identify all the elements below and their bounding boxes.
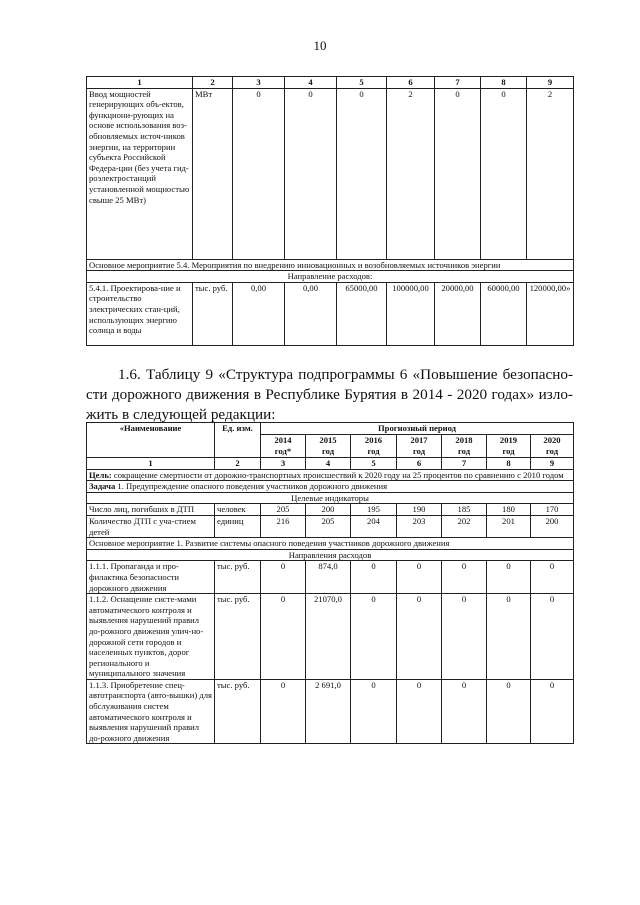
year-header: 2017 год <box>397 435 442 458</box>
table-row <box>87 282 574 345</box>
col-number: 6 <box>397 458 442 470</box>
col-number: 8 <box>481 77 527 89</box>
row-value: 20000,00 <box>435 282 481 345</box>
row-value: 2 <box>527 88 574 259</box>
row-value: 120000,00» <box>527 282 574 345</box>
year-header: 2016 год <box>351 435 397 458</box>
goal-row: Цель: сокращение смертности от дорожно-транспортных происшествий к 2020 году на 25 процентов по сравнению с 2010 годом <box>87 469 574 481</box>
table-row <box>87 549 574 561</box>
col-number: 3 <box>261 458 306 470</box>
col-number: 5 <box>337 77 387 89</box>
paragraph: 1.6. Таблицу 9 «Структура подпрограммы 6 «Повышение безопасно-сти дорожного движения в Республике Бурятия в 2014 - 2020 годах» изло-жить в следующей редакции: <box>86 366 573 424</box>
row-value: 200 <box>306 504 351 516</box>
row-value: 0 <box>233 88 285 259</box>
col-number: 7 <box>442 458 487 470</box>
row-value: 65000,00 <box>337 282 387 345</box>
col-number: 3 <box>233 77 285 89</box>
row-value: 202 <box>442 515 487 537</box>
row-value: 0 <box>442 679 487 744</box>
row-value: 874,0 <box>306 561 351 594</box>
row-unit: тыс. руб. <box>215 679 261 744</box>
row-value: 0 <box>337 88 387 259</box>
event-title: Основное мероприятие 5.4. Мероприятия по внедрению инновационных и возобновляемых источников энергии <box>87 259 574 271</box>
row-value: 216 <box>261 515 306 537</box>
col-unit-header: Ед. изм. <box>215 423 261 458</box>
row-name: 1.1.1. Пропаганда и про-филактика безопасности дорожного движения <box>87 561 215 594</box>
col-number: 1 <box>87 458 215 470</box>
row-value: 205 <box>306 515 351 537</box>
row-unit: МВт <box>193 88 233 259</box>
row-value: 0 <box>397 679 442 744</box>
table-row <box>87 504 574 516</box>
row-value: 0 <box>261 679 306 744</box>
col-number: 9 <box>531 458 574 470</box>
row-value: 0 <box>261 561 306 594</box>
table-row <box>87 561 574 594</box>
row-value: 2 691,0 <box>306 679 351 744</box>
table-row <box>87 88 574 259</box>
row-unit: единиц <box>215 515 261 537</box>
col-number: 9 <box>527 77 574 89</box>
row-value: 2 <box>387 88 435 259</box>
year-header: 2018 год <box>442 435 487 458</box>
table-row <box>87 492 574 504</box>
row-name: 1.1.3. Приобретение спец-автотранспорта (авто-вышки) для обслуживания систем автоматического контроля и выявления нарушений правил до-рожного движения <box>87 679 215 744</box>
year-header: 2019 год <box>487 435 531 458</box>
row-value: 0 <box>531 561 574 594</box>
row-value: 0 <box>487 679 531 744</box>
table-row <box>87 594 574 680</box>
table-row <box>87 679 574 744</box>
row-value: 0 <box>397 561 442 594</box>
row-value: 60000,00 <box>481 282 527 345</box>
table-row <box>87 469 574 481</box>
col-name-header: «Наименование <box>87 423 215 458</box>
row-value: 201 <box>487 515 531 537</box>
table-row <box>87 259 574 271</box>
col-number: 4 <box>306 458 351 470</box>
row-unit: тыс. руб. <box>193 282 233 345</box>
col-number: 8 <box>487 458 531 470</box>
row-value: 180 <box>487 504 531 516</box>
row-value: 200 <box>531 515 574 537</box>
year-header: 2020 год <box>531 435 574 458</box>
row-value: 205 <box>261 504 306 516</box>
col-number: 2 <box>193 77 233 89</box>
col-number: 5 <box>351 458 397 470</box>
task-row: Задача 1. Предупреждение опасного поведения участников дорожного движения <box>87 481 574 493</box>
indicators-label: Целевые индикаторы <box>87 492 574 504</box>
row-unit: человек <box>215 504 261 516</box>
col-number: 1 <box>87 77 193 89</box>
row-value: 170 <box>531 504 574 516</box>
row-value: 0 <box>351 561 397 594</box>
table-row <box>87 271 574 283</box>
row-name: 5.4.1. Проектирова-ние и строительство электрических стан-ций, использующих энергию солнца и воды <box>87 282 193 345</box>
row-value: 0 <box>351 594 397 680</box>
row-name: 1.1.2. Оснащение систе-мами автоматического контроля и выявления нарушений правил до-рожного движения улич-но-дорожной сети городов и населенных пунктов, дорог регионального и муниципального значения <box>87 594 215 680</box>
event-title: Основное мероприятие 1. Развитие системы опасного поведения участников дорожного движения <box>87 538 574 550</box>
row-value: 21070,0 <box>306 594 351 680</box>
row-value: 0 <box>481 88 527 259</box>
col-number: 4 <box>285 77 337 89</box>
direction-label: Направление расходов: <box>87 271 574 283</box>
row-value: 0,00 <box>233 282 285 345</box>
row-value: 100000,00 <box>387 282 435 345</box>
row-value: 0 <box>487 594 531 680</box>
row-value: 203 <box>397 515 442 537</box>
row-value: 190 <box>397 504 442 516</box>
row-value: 204 <box>351 515 397 537</box>
row-value: 0 <box>487 561 531 594</box>
row-value: 0 <box>531 594 574 680</box>
row-name: Число лиц, погибших в ДТП <box>87 504 215 516</box>
row-value: 0 <box>261 594 306 680</box>
col-period-header: Прогнозный период <box>261 423 574 435</box>
page-number: 10 <box>313 38 327 53</box>
table-row <box>87 538 574 550</box>
table-header-row <box>87 423 574 435</box>
row-unit: тыс. руб. <box>215 594 261 680</box>
row-value: 0 <box>531 679 574 744</box>
subprogram-table <box>86 422 574 744</box>
col-number: 2 <box>215 458 261 470</box>
row-name: Ввод мощностей генерирующих объ-ектов, функциони-рующих на основе использования воз-обновляемых источ-ников энергии, на территории субъекта Российской Федера-ции (без учета гид-роэлектростанций установленной мощностью свыше 25 МВт) <box>87 88 193 259</box>
row-value: 185 <box>442 504 487 516</box>
row-value: 195 <box>351 504 397 516</box>
row-value: 0 <box>442 561 487 594</box>
direction-label: Направления расходов <box>87 549 574 561</box>
row-value: 0 <box>285 88 337 259</box>
row-value: 0 <box>435 88 481 259</box>
row-value: 0 <box>397 594 442 680</box>
col-number: 7 <box>435 77 481 89</box>
row-name: Количество ДТП с уча-стием детей <box>87 515 215 537</box>
row-value: 0,00 <box>285 282 337 345</box>
row-value: 0 <box>442 594 487 680</box>
table-number-row <box>87 458 574 470</box>
year-header: 2015 год <box>306 435 351 458</box>
energy-table <box>86 76 574 346</box>
table-row <box>87 481 574 493</box>
row-unit: тыс. руб. <box>215 561 261 594</box>
row-value: 0 <box>351 679 397 744</box>
table-header-row <box>87 77 574 89</box>
year-header: 2014 год* <box>261 435 306 458</box>
table-row <box>87 515 574 537</box>
col-number: 6 <box>387 77 435 89</box>
